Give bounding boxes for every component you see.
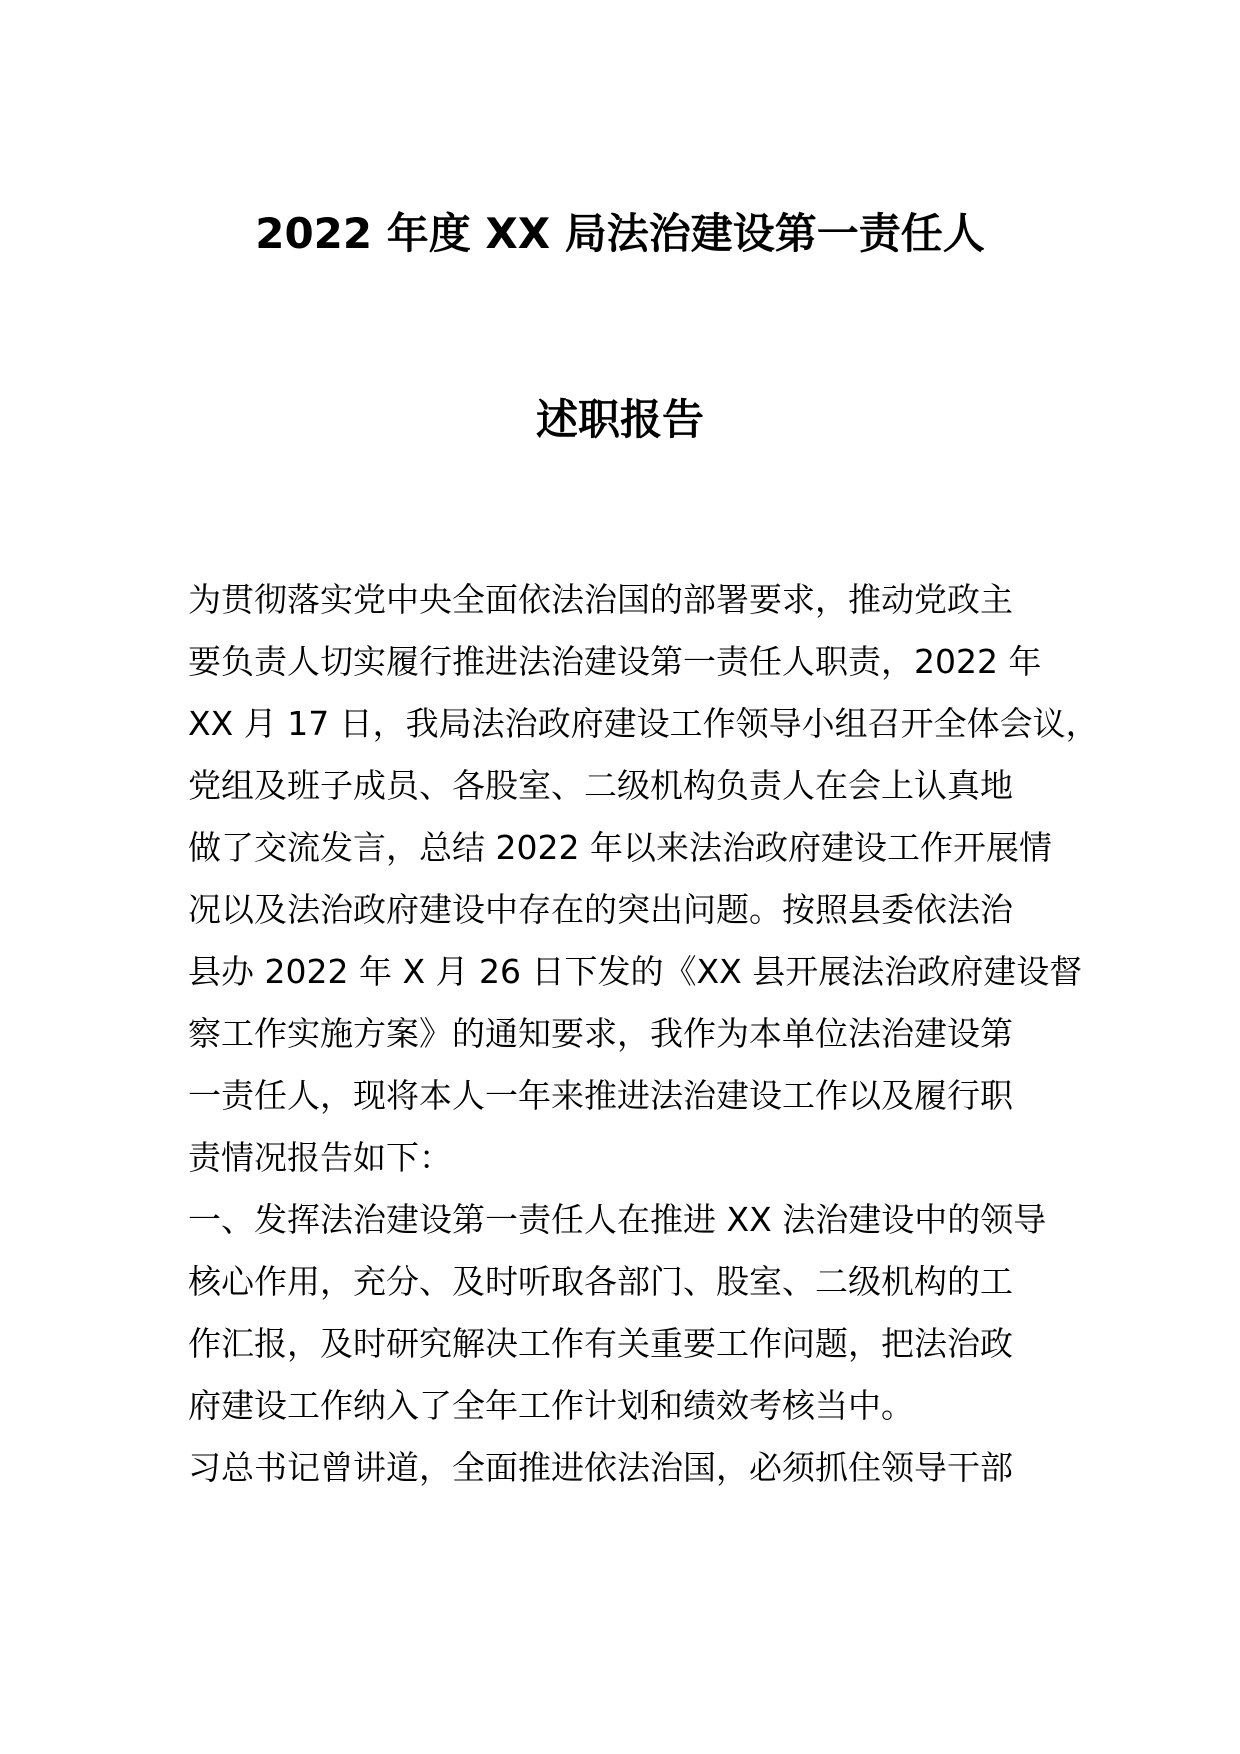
body-line: 习总书记曾讲道，全面推进依法治国，必须抓住领导干部 [188, 1448, 1013, 1487]
body-line: 况以及法治政府建设中存在的突出问题。按照县委依法治 [188, 890, 1013, 929]
body-line: 一责任人，现将本人一年来推进法治建设工作以及履行职 [188, 1076, 1013, 1115]
section-heading-line: 一、发挥法治建设第一责任人在推进 XX 法治建设中的领导 [188, 1200, 1047, 1239]
body-line: 做了交流发言，总结 2022 年以来法治政府建设工作开展情 [188, 828, 1052, 867]
document-title-line-1: 2022 年度 XX 局法治建设第一责任人 [255, 209, 985, 258]
body-line: 要负责人切实履行推进法治建设第一责任人职责，2022 年 [188, 642, 1042, 681]
section-heading-line: 作汇报，及时研究解决工作有关重要工作问题，把法治政 [188, 1324, 1013, 1363]
body-line: 党组及班子成员、各股室、二级机构负责人在会上认真地 [188, 766, 1013, 805]
section-heading-line: 府建设工作纳入了全年工作计划和绩效考核当中。 [188, 1386, 914, 1425]
body-line: 察工作实施方案》的通知要求，我作为本单位法治建设第 [188, 1014, 1013, 1053]
document-title-line-2: 述职报告 [535, 395, 704, 444]
section-heading-line: 核心作用，充分、及时听取各部门、股室、二级机构的工 [188, 1262, 1013, 1301]
body-line: 责情况报告如下： [188, 1138, 452, 1177]
body-line: XX 月 17 日，我局法治政府建设工作领导小组召开全体会议， [188, 704, 1099, 743]
body-line: 为贯彻落实党中央全面依法治国的部署要求，推动党政主 [188, 580, 1013, 619]
body-line: 县办 2022 年 X 月 26 日下发的《XX 县开展法治政府建设督 [188, 952, 1083, 991]
